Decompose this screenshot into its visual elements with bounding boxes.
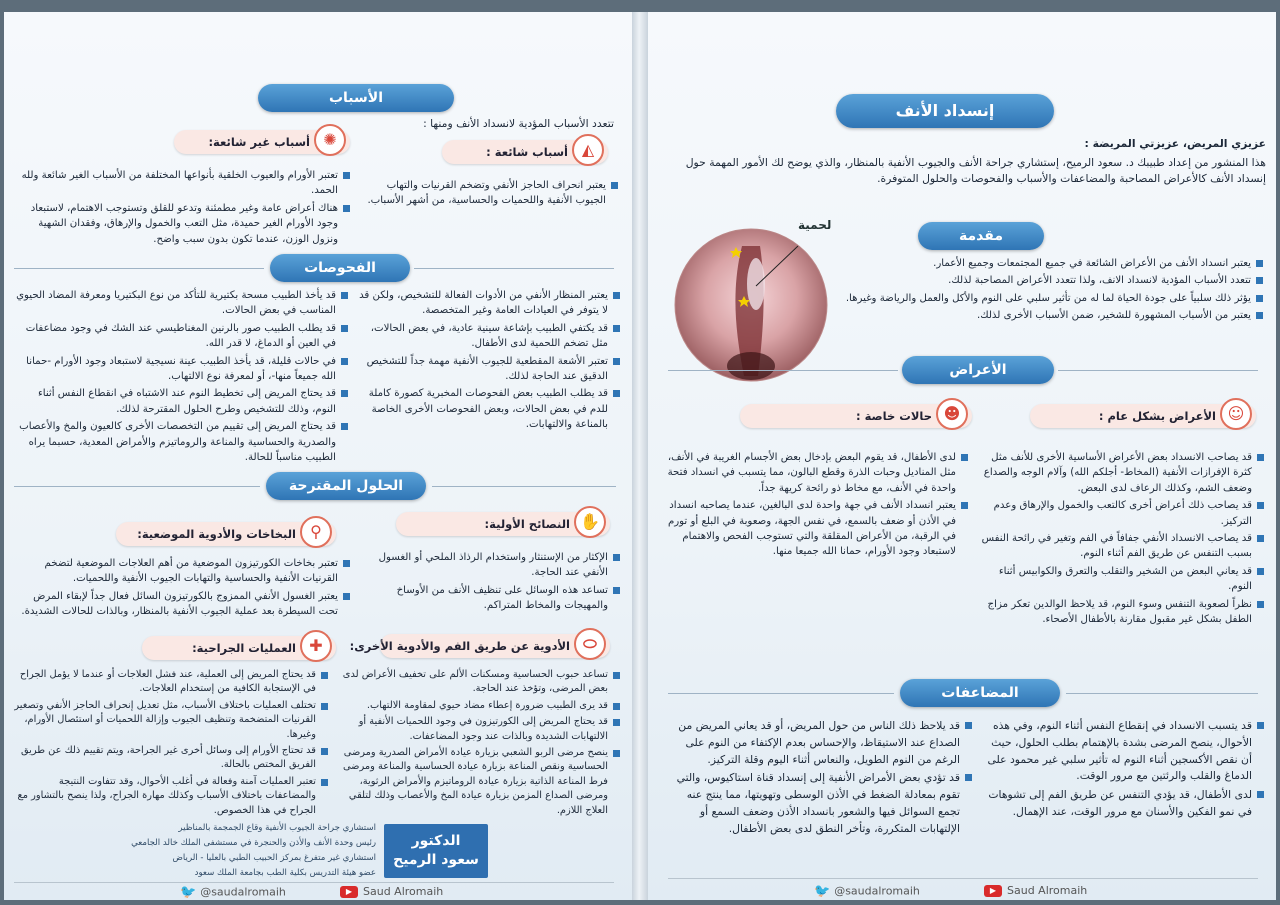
doctor-credentials: استشاري جراحة الجيوب الأنفية وقاع الجمجمة بالمناظير رئيس وحدة الأنف والأذن والحنجرة في مستشفى الملك خالد الجامعي استشاري غير متفرغ بمركز الحبيب الطبي بالعليا - الرياض عضو هيئة التدريس بكلية الطب بجامعة الملك سعود [131,823,376,878]
youtube-channel[interactable]: ▶ Saud Alromaih [340,885,443,898]
baby-icon: ☻ [936,398,968,430]
common-causes-list: يعتبر انحراف الحاجز الأنفي وتضخم القرنيات والتهاب الجيوب الأنفية واللحميات والحساسية، من أشهر الأسباب. [356,178,618,211]
surgery-list: قد يحتاج المريض إلى العملية، عند فشل العلاجات أو عندما لا يؤمل الجراح في الإستجابة الكافية من إستخدام العلاجات. تختلف العمليات باختلاف الأسباب، مثل تعديل إنحراف الحاجز الأنفي وتصغير القرنيات المتضخمة وتنظيف الجيوب وإزالة اللحميات أو استئصال الأورام، وغيرها. قد تحتاج الأورام إلى وسائل أخرى غير الجراحة، ويتم تقييم ذلك عن طريق الفريق المختص بالحالة. تعتبر العمليات آمنة وفعالة في أغلب الأحوال، وقد تتفاوت النتيجة والمضاعفات باختلاف الأسباب وكذلك مهارة الجراح، ولذا ينصح بالتشاور مع الجراح في هذا الخصوص. [14,668,328,820]
section-title-intro: مقدمة [918,222,1044,250]
subtitle-oral-medications: ⬭ الأدوية عن طريق الفم والأدوية الأخرى: [380,634,610,658]
tests-list-left: قد يأخذ الطبيب مسحة بكتيرية للتأكد من نوع البكتيريا ومعرفة المضاد الحيوي المناسب في بعض الحالات. قد يطلب الطبيب صور بالرنين المغناطيسي عند الشك في وجود مضاعفات في العين أو الدماغ، لا قدر الله. في حالات قليلة، قد يأخذ الطبيب عينة نسيجية لاستبعاد وجود الأورام -حمانا الله جميعاً منها-، أو لمعرفة نوع الالتهاب. قد يحتاج المريض إلى تخطيط النوم عند الاشتباه في انقطاع النفس أثناء النوم، وذلك للتشخيص وطرح الحلول المقترحة لذلك. قد يحتاج المريض إلى تقييم من التخصصات الأخرى كالعيون والمخ والأعصاب والصدرية والحساسية والمناعة والروماتيزم والأمراض المعدية، حسبما يراه الطبيب مناسباً للحالة. [14,288,348,467]
greeting: عزيزي المريض، عزيزتي المريضة : [1084,137,1266,150]
endoscopy-image [672,226,830,384]
left-page [4,12,632,900]
divider [1066,693,1258,694]
general-symptoms-list: قد يصاحب الانسداد بعض الأعراض الأساسية الأخرى للأنف مثل كثرة الإفرازات الأنفية (المخاط- أجلكم الله) وآلام الوجه والصداع وضعف الشم، وكذلك الرعاف لدى البعض. قد يصاحب ذلك أعراض أخرى كالتعب والخمول والإرهاق وعدم التركيز. قد يصاحب الانسداد الأنفي جفافاً في الفم وتغير في رائحة النفس بسبب التنفس عن طريق الفم أثناء النوم. قد يعاني البعض من الشخير والتقلب والتعرق والكوابيس أثناء النوم. نظراً لصعوبة التنفس وسوء النوم، قد يلاحظ الوالدين تعكر مزاج الطفل بشكل غير مقبول مقارنة بالأطفال الأصحاء. [976,450,1264,629]
subtitle-surgery: ✚ العمليات الجراحية: [142,636,336,660]
divider [14,268,264,269]
section-title-causes: الأسباب [258,84,454,112]
section-title-solutions: الحلول المقترحة [266,472,426,500]
special-cases-list: لدى الأطفال، قد يقوم البعض بإدخال بعض الأجسام الغريبة في الأنف، مثل المناديل وحبات الذرة وقطع البالون، مما يتسبب في انسداد فتحة واحدة في الأنف، مع مخاط ذو رائحة كريهة جداً. يعتبر انسداد الأنف في جهة واحدة لدى البالغين، عندما يصاحبه انسداد في الأذن أو ضعف بالسمع، في نفس الجهة، وصعوبة في البلع أو تورم في الرقبة، من الأعراض المقلقة والتي تستوجب الفحص والاهتمام لاستبعاد وجود الأورام، حمانا الله جميعا منها. [666,450,968,562]
divider [432,486,616,487]
section-title-tests: الفحوصات [270,254,410,282]
section-title-symptoms: الأعراض [902,356,1054,384]
virus-icon: ✺ [314,124,346,156]
spray-icon: ⚲ [300,516,332,548]
divider [668,370,898,371]
divider [668,693,894,694]
tests-list-right: يعتبر المنظار الأنفي من الأدوات الفعالة للتشخيص، ولكن قد لا يتوفر في العيادات العامة وغير المتخصصة. قد يكتفي الطبيب بإشاعة سينية عادية، في بعض الحالات، مثل تضخم اللحمية لدى الأطفال. تعتبر الأشعة المقطعية للجيوب الأنفية مهمة جداً للتشخيص الدقيق عند الحاجة لذلك. قد يطلب الطبيب بعض الفحوصات المخبرية كصورة كاملة للدم في بعض الحالات، وبعض الفحوصات الأخرى الخاصة بالمناعة والالتهابات. [356,288,620,435]
twitter-icon: 🐦 [180,885,197,900]
divider [414,268,614,269]
youtube-icon: ▶ [340,886,358,898]
subtitle-common-causes: ◭ أسباب شائعة : [442,140,608,164]
twitter-handle[interactable]: 🐦 @saudalromaih [814,884,920,899]
divider [14,486,260,487]
complications-list-right: قد يتسبب الانسداد في إنقطاع النفس أثناء النوم، وفي هذه الأحوال، ينصح المرضى بشدة بالإهتمام بطلب الحلول، حيث أن نقص الأكسجين أثناء النوم له تأثير سلبي غير محمود على الدماغ والقلب والرئتين مع مرور الوقت. لدى الأطفال، قد يؤدي التنفس عن طريق الفم إلى تشوهات في نمو الفكين والأسنان مع مرور الوقت، عند الإهمال. [980,718,1264,823]
pill-icon: ⬭ [574,628,606,660]
twitter-icon: 🐦 [814,884,831,899]
subtitle-initial-advice: ✋ النصائح الأولية: [396,512,610,536]
youtube-channel[interactable]: ▶ Saud Alromaih [984,884,1087,897]
divider [1058,370,1258,371]
book-spine [632,12,648,900]
youtube-icon: ▶ [984,885,1002,897]
advice-list: الإكثار من الإستنثار واستخدام الرذاذ الملحي أو الغسول الأنفي عند الحاجة. تساعد هذه الوسائل على تنظيف الأنف من الأوساخ والمهيجات والمخاط المتراكم. [364,550,620,616]
intro-list: يعتبر انسداد الأنف من الأعراض الشائعة في جميع المجتمعات وجميع الأعمار. تتعدد الأسباب المؤدية لانسداد الانف، ولذا تتعدد الأعراض المصاحبة لذلك. يؤثر ذلك سلبياً على جودة الحياة لما له من تأثير سلبي على النوم والأكل والعمل والرياضة وغيرها. يعتبر من الأسباب المشهورة للشخير، ضمن الأسباب الأخرى لذلك. [843,256,1263,326]
causes-intro: تتعدد الأسباب المؤدية لانسداد الأنف ومنها : [423,117,614,130]
uncommon-causes-list: تعتبر الأورام والعيوب الخلقية بأنواعها المختلفة من الأسباب الغير شائعة ولله الحمد. هناك أعراض عامة وغير مطمئنة وتدعو للقلق وتستوجب الاهتمام، لاستبعاد وجود الأورام الغير حميدة، مثل التعب والخمول والإرهاق، وفقدان الشهية ونزول الوزن، عندما تكون بدون سبب واضح. [14,168,350,249]
twitter-handle[interactable]: 🐦 @saudalromaih [180,885,286,900]
intro-paragraph: هذا المنشور من إعداد طبيبك د. سعود الرميح، إستشاري جراحة الأنف والجيوب الأنفية بالمنظار، والذي يوضح لك الأمور المهمة حول إنسداد الأنف كالأعراض المصاحبة والمضاعفات والأسباب والفحوصات والحلول المتوفرة. [685,155,1266,185]
subtitle-general-symptoms: ☺ الأعراض بشكل عام : [1030,404,1256,428]
sprays-list: تعتبر بخاخات الكورتيزون الموضعية من أهم العلاجات الموضعية لتضخم القرنيات الأنفية والحساسية والتهابات الجيوب الأنفية واللحميات. يعتبر الغسول الأنفي الممزوج بالكورتيزون السائل فعال جداً لإبقاء المرض تحت السيطرة بعد عملية الجيوب الأنفية بالمنظار، وبالذات للحالات الشديدة. [14,556,350,622]
oral-medications-list: تساعد حبوب الحساسية ومسكنات الألم على تخفيف الأعراض لدى بعض المرضى، وتؤخذ عند الحاجة. قد يرى الطبيب ضرورة إعطاء مضاد حيوي لمقاومة الالتهاب. قد يحتاج المريض إلى الكورتيزون في وجود اللحميات الأنفية أو الالتهابات الشديدة وبالذات عند وجود المضاعفات. ينصح مرضى الربو الشعبي بزيارة عيادة الأمراض الصدرية ومرضى الحساسية ونقص المناعة بزيارة عيادة الحساسية والمناعة ومرضى فرط المناعة الذاتية بزيارة عيادة الروماتيزم والأمراض الرثوية، ومرضى الصداع المزمن بزيارة عيادة المخ والأعصاب وذلك لتلقي العلاج اللازم. [334,668,620,820]
nose-icon: ◭ [572,134,604,166]
hand-icon: ✋ [574,506,606,538]
footer-divider [668,878,1258,879]
footer-divider [14,882,614,883]
image-label: لحمية [798,218,832,232]
section-title-complications: المضاعفات [900,679,1060,707]
doctor-name-box: الدكتور سعود الرميح [384,824,488,878]
right-page [648,12,1276,900]
subtitle-special-cases: ☻ حالات خاصة : [740,404,972,428]
subtitle-uncommon-causes: ✺ أسباب غير شائعة: [174,130,350,154]
body-icon: ☺ [1220,398,1252,430]
surgery-icon: ✚ [300,630,332,662]
intro-text [666,136,1266,190]
page-title: إنسداد الأنف [836,94,1054,128]
subtitle-topical-sprays: ⚲ البخاخات والأدوية الموضعية: [116,522,336,546]
complications-list-left: قد يلاحظ ذلك الناس من حول المريض، أو قد يعاني المريض من الصداع عند الاستيقاظ، والإحساس بعدم الإكتفاء من النوم على الرغم من النوم الطويل، والنعاس أثناء اليوم وقلة التركيز. قد تؤدي بعض الأمراض الأنفية إلى إنسداد قناة استاكيوس، والتي تقوم بمعادلة الضغط في الأذن الوسطى وتهويتها، مما ينتج عنه تجمع السوائل فيها والشعور بانسداد الأذن وضعف السمع أو الإلتهابات المتكررة، وتأخر النطق لدى بعض الأطفال. [666,718,972,840]
